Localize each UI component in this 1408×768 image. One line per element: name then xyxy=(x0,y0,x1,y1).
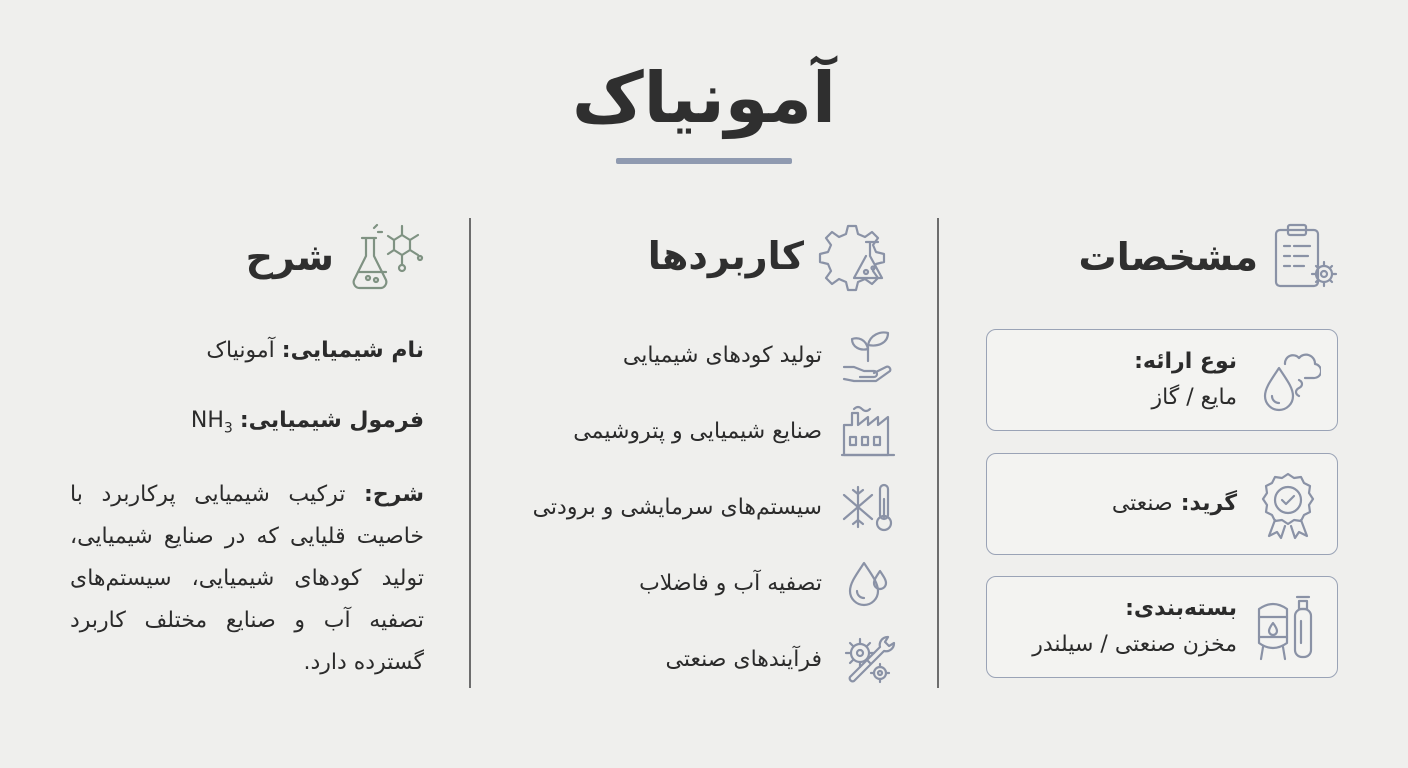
specs-header xyxy=(1079,222,1338,292)
flask-molecule-icon xyxy=(348,220,424,294)
applications-heading: کاربردها xyxy=(647,234,804,278)
application-text: صنایع شیمیایی و پتروشیمی xyxy=(573,418,822,444)
application-text: فرآیندهای صنعتی xyxy=(665,646,822,672)
water-drops-icon xyxy=(840,555,896,611)
application-text: سیستم‌های سرمایشی و برودتی xyxy=(532,494,822,520)
chemical-name-value: آمونیاک xyxy=(206,338,275,363)
formula-label: فرمول شیمیایی: xyxy=(239,408,424,433)
drop-cloud-icon xyxy=(1255,346,1321,420)
application-item xyxy=(573,401,896,461)
description-paragraph xyxy=(70,474,424,684)
spec-value: مخزن صنعتی / سیلندر xyxy=(1032,632,1237,657)
applications-header xyxy=(648,220,896,292)
spec-label: بسته‌بندی: xyxy=(1125,596,1237,621)
spec-label: نوع ارائه: xyxy=(1134,349,1237,374)
description-label: شرح: xyxy=(364,482,424,507)
application-text: تصفیه آب و فاضلاب xyxy=(639,570,822,596)
application-item xyxy=(665,629,896,689)
clipboard-gear-icon xyxy=(1272,222,1338,292)
application-item xyxy=(639,553,896,613)
gears-wrench-icon xyxy=(840,631,896,687)
factory-icon xyxy=(840,403,896,459)
application-item xyxy=(533,477,896,537)
chemical-name xyxy=(206,338,424,363)
page-title: آمونیاک xyxy=(571,57,837,139)
formula-value xyxy=(190,408,233,437)
spec-item-form xyxy=(986,329,1338,431)
spec-value: صنعتی xyxy=(1111,491,1173,516)
snowflake-thermometer-icon xyxy=(840,479,896,535)
application-text: تولید کودهای شیمیایی xyxy=(622,342,822,368)
chemical-name-label: نام شیمیایی: xyxy=(281,338,424,363)
specs-heading: مشخصات xyxy=(1078,235,1258,279)
chemical-formula xyxy=(191,408,424,436)
column-divider-left xyxy=(469,218,471,688)
application-item xyxy=(623,325,896,385)
formula-subscript: 3 xyxy=(223,420,233,437)
spec-item-packaging xyxy=(986,576,1338,678)
column-divider-right xyxy=(937,218,939,688)
description-heading: شرح xyxy=(245,235,334,279)
gear-flask-icon xyxy=(818,220,896,292)
description-header xyxy=(246,220,424,294)
plant-hand-icon xyxy=(840,327,896,383)
quality-badge-icon xyxy=(1255,470,1321,544)
spec-value: مایع / گاز xyxy=(1151,385,1237,410)
tank-cylinder-icon xyxy=(1251,591,1321,667)
title-underline xyxy=(616,158,792,164)
formula-main: NH xyxy=(190,408,224,433)
spec-label: گرید: xyxy=(1180,491,1237,516)
spec-item-grade xyxy=(986,453,1338,555)
description-text: ترکیب شیمیایی پرکاربرد با خاصیت قلیایی که در صنایع شیمیایی، تولید کودهای شیمیایی، سیستم‌های تصفیه آب و صنایع مختلف کاربرد گسترده دارد. xyxy=(70,482,424,675)
